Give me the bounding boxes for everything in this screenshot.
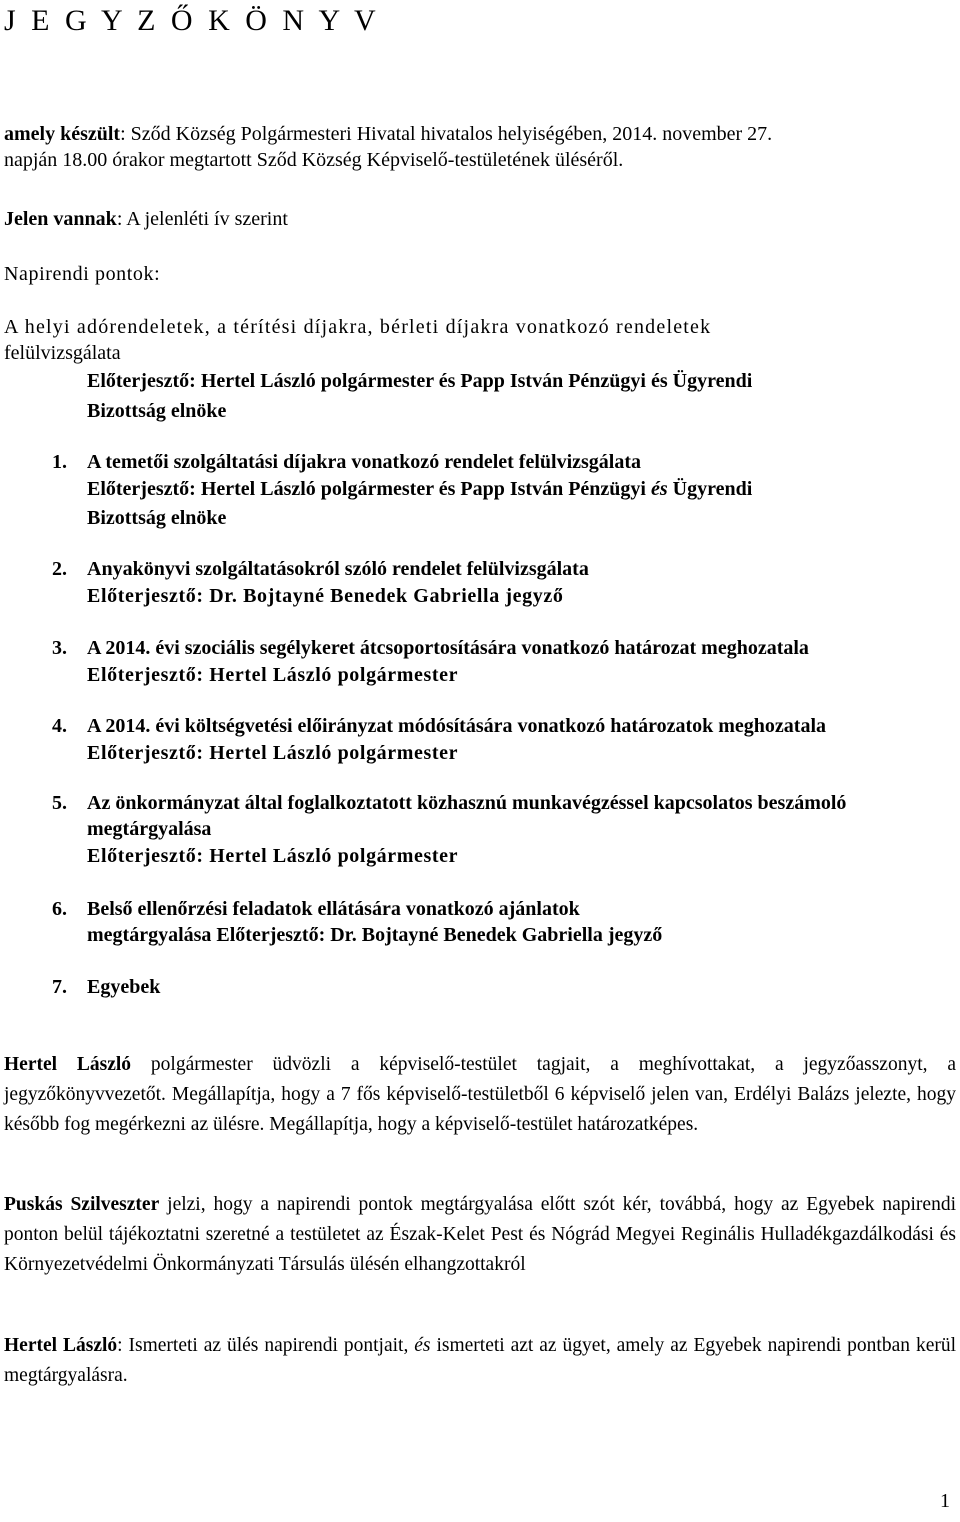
intro-line-1 bbox=[4, 121, 772, 147]
present-label: Jelen vannak bbox=[4, 208, 117, 230]
paragraph-2 bbox=[4, 1190, 956, 1280]
paragraph-3-text-italic: és bbox=[414, 1335, 431, 1356]
present-line bbox=[4, 206, 288, 232]
agenda-item-1-presenter-2: Bizottság elnöke bbox=[87, 507, 227, 529]
agenda-item-4-presenter: Előterjesztő: Hertel László polgármester bbox=[87, 742, 459, 764]
agenda-item-5-title: Az önkormányzat által foglalkoztatott közhasznú munkavégzéssel kapcsolatos beszámoló bbox=[87, 792, 847, 814]
agenda-item-7-num: 7. bbox=[52, 976, 67, 998]
intro-line-2: napján 18.00 órakor megtartott Sződ Község Képviselő-testületének üléséről. bbox=[4, 149, 624, 171]
paragraph-1 bbox=[4, 1050, 956, 1140]
agenda-intro-presenter: Előterjesztő: Hertel László polgármester és Papp István Pénzügyi és Ügyrendi bbox=[87, 370, 753, 392]
agenda-item-2-num: 2. bbox=[52, 558, 67, 580]
agenda-item-5-presenter: Előterjesztő: Hertel László polgármester bbox=[87, 845, 459, 867]
agenda-intro-line-2: felülvizsgálata bbox=[4, 342, 121, 364]
agenda-item-7-title: Egyebek bbox=[87, 976, 161, 998]
paragraph-3-speaker: Hertel László bbox=[4, 1335, 118, 1356]
agenda-item-6-num: 6. bbox=[52, 898, 67, 920]
agenda-item-2-presenter: Előterjesztő: Dr. Bojtayné Benedek Gabriella jegyző bbox=[87, 585, 564, 607]
agenda-item-1-presenter-italic: és bbox=[650, 478, 668, 500]
paragraph-2-text: jelzi, hogy a napirendi pontok megtárgyalása előtt szót kér, továbbá, hogy az Egyebek napirendi ponton belül tájékoztatni szeretné a testületet az Észak-Kelet Pest és Nógrád Megyei Reginális Hulladékgazdálkodási és Környezetvédelmi Önkormányzati Társulás ülésén elhangzottakról bbox=[4, 1194, 956, 1275]
paragraph-1-speaker: Hertel László bbox=[4, 1054, 132, 1075]
agenda-item-3-title: A 2014. évi szociális segélykeret átcsoportosítására vonatkozó határozat meghozatala bbox=[87, 637, 809, 659]
page-number: 1 bbox=[940, 1490, 950, 1512]
agenda-item-4-num: 4. bbox=[52, 715, 67, 737]
agenda-item-3-presenter: Előterjesztő: Hertel László polgármester bbox=[87, 664, 459, 686]
agenda-heading: Napirendi pontok: bbox=[4, 263, 161, 285]
agenda-intro-presenter-2: Bizottság elnöke bbox=[87, 400, 227, 422]
paragraph-3-text-b: ismerteti azt az ügyet, amely az Egyebek napirendi pontban kerül megtárgyalásra. bbox=[4, 1335, 957, 1386]
agenda-item-2-title: Anyakönyvi szolgáltatásokról szóló rendelet felülvizsgálata bbox=[87, 558, 589, 580]
agenda-item-1-num: 1. bbox=[52, 451, 67, 473]
agenda-item-4-title: A 2014. évi költségvetési előirányzat módósítására vonatkozó határozatok meghozatala bbox=[87, 715, 826, 737]
agenda-item-1-presenter bbox=[87, 476, 752, 502]
paragraph-2-speaker: Puskás Szilveszter bbox=[4, 1194, 160, 1215]
paragraph-3 bbox=[4, 1331, 956, 1391]
agenda-item-5-num: 5. bbox=[52, 792, 67, 814]
agenda-intro-line-1: A helyi adórendeletek, a térítési díjakra, bérleti díjakra vonatkozó rendeletek bbox=[4, 316, 712, 338]
intro-label: amely készült bbox=[4, 123, 121, 145]
agenda-item-6-title: Belső ellenőrzési feladatok ellátására vonatkozó ajánlatok bbox=[87, 898, 580, 920]
intro-text-1: : Sződ Község Polgármesteri Hivatal hivatalos helyiségében, 2014. november 27. bbox=[120, 123, 773, 145]
paragraph-3-text-a: : Ismerteti az ülés napirendi pontjait, bbox=[117, 1335, 415, 1356]
paragraph-1-text: polgármester üdvözli a képviselő-testület tagjait, a meghívottakat, a jegyzőasszonyt, a jegyzőkönyvvezetőt. Megállapítja, hogy a 7 fős képviselő-testületből 6 képviselő jelen van, Erdélyi Balázs jelezte, hogy később fog megérkezni az ülésre. Megállapítja, hogy a képviselő-testület határozatképes. bbox=[4, 1054, 956, 1135]
agenda-item-3-num: 3. bbox=[52, 637, 67, 659]
agenda-item-5-title-2: megtárgyalása bbox=[87, 818, 212, 840]
document-title: J E G Y Z Ő K Ö N Y V bbox=[4, 4, 380, 37]
agenda-item-1-presenter-a: Előterjesztő: Hertel László polgármester és Papp István Pénzügyi bbox=[87, 478, 651, 500]
agenda-item-6-title-2: megtárgyalása Előterjesztő: Dr. Bojtayné Benedek Gabriella jegyző bbox=[87, 924, 663, 946]
agenda-item-1-presenter-b: Ügyrendi bbox=[667, 478, 753, 500]
agenda-item-1-title: A temetői szolgáltatási díjakra vonatkozó rendelet felülvizsgálata bbox=[87, 451, 642, 473]
present-text: : A jelenléti ív szerint bbox=[116, 208, 288, 230]
